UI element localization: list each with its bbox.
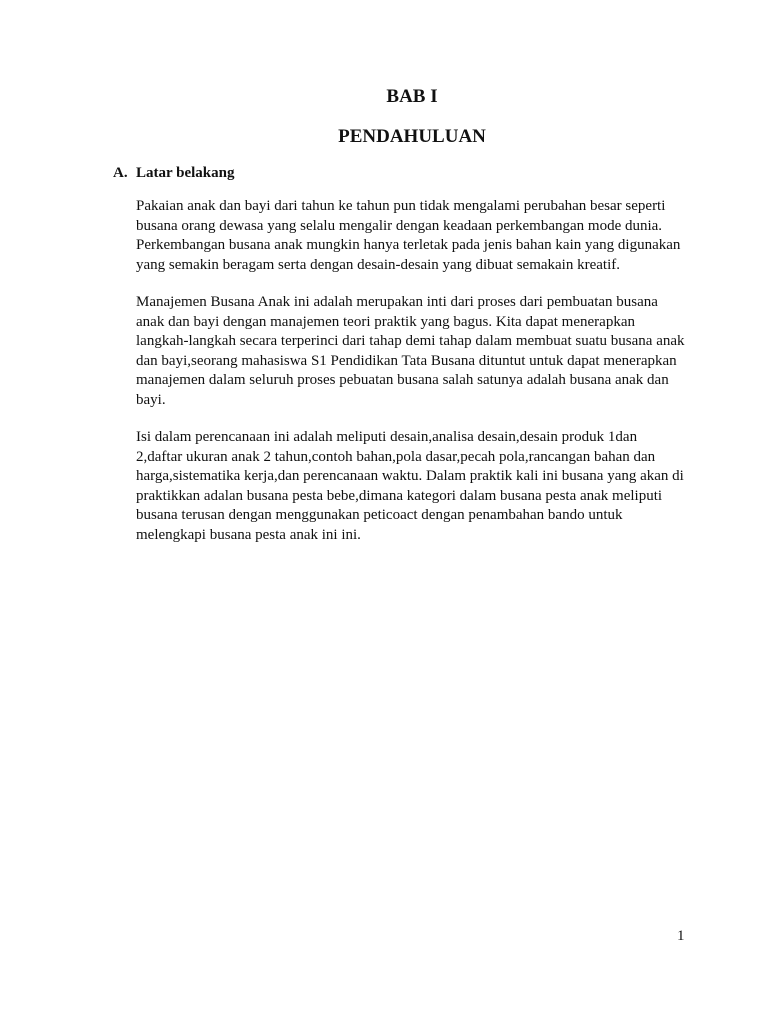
text-line: langkah-langkah secara terperinci dari tahap demi tahap dalam membuat suatu busana anak [136,333,685,349]
text-line: Perkembangan busana anak mungkin hanya terletak pada jenis bahan kain yang digunakan [136,237,681,253]
chapter-heading: BAB I [386,86,438,107]
text-line: Pakaian anak dan bayi dari tahun ke tahun pun tidak mengalami perubahan besar seperti [136,198,666,214]
paragraph-3 [136,428,684,545]
text-line: 2,daftar ukuran anak 2 tahun,contoh bahan,pola dasar,pecah pola,rancangan bahan dan [136,448,656,465]
text-line: Manajemen Busana Anak ini adalah merupakan inti dari proses dari pembuatan busana [136,294,658,310]
text-line: bayi. [136,391,166,408]
paragraph-1 [136,197,680,275]
page-title: PENDAHULUAN [338,126,486,147]
text-line: Isi dalam perencanaan ini adalah meliputi desain,analisa desain,desain produk 1dan [136,429,638,445]
text-line: praktikkan adalan busana pesta bebe,dimana kategori dalam busana pesta anak meliputi [136,487,663,504]
text-line: yang semakin beragam serta dengan desain-desain yang dibuat semakain kreatif. [136,256,620,273]
text-line: melengkapi busana pesta anak ini ini. [136,526,361,543]
section-heading: Latar belakang [136,165,235,181]
text-line: harga,sistematika kerja,dan perencanaan waktu. Dalam praktik kali ini busana yang akan di [136,468,684,484]
text-line: manajemen dalam seluruh proses pebuatan busana salah satunya adalah busana anak dan [136,372,669,388]
text-line: dan bayi,seorang mahasiswa S1 Pendidikan Tata Busana dituntut untuk dapat menerapkan [136,352,677,369]
page-number: 1 [677,928,685,944]
section-marker: A. [113,165,128,181]
text-line: anak dan bayi dengan manajemen teori praktik yang bagus. Kita dapat menerapkan [136,313,635,330]
paragraph-2 [136,293,685,410]
text-line: busana orang dewasa yang selalu mengalir dengan keadaan perkembangan mode dunia. [136,217,663,234]
text-line: busana terusan dengan menggunakan peticoact dengan penambahan bando untuk [136,507,623,523]
